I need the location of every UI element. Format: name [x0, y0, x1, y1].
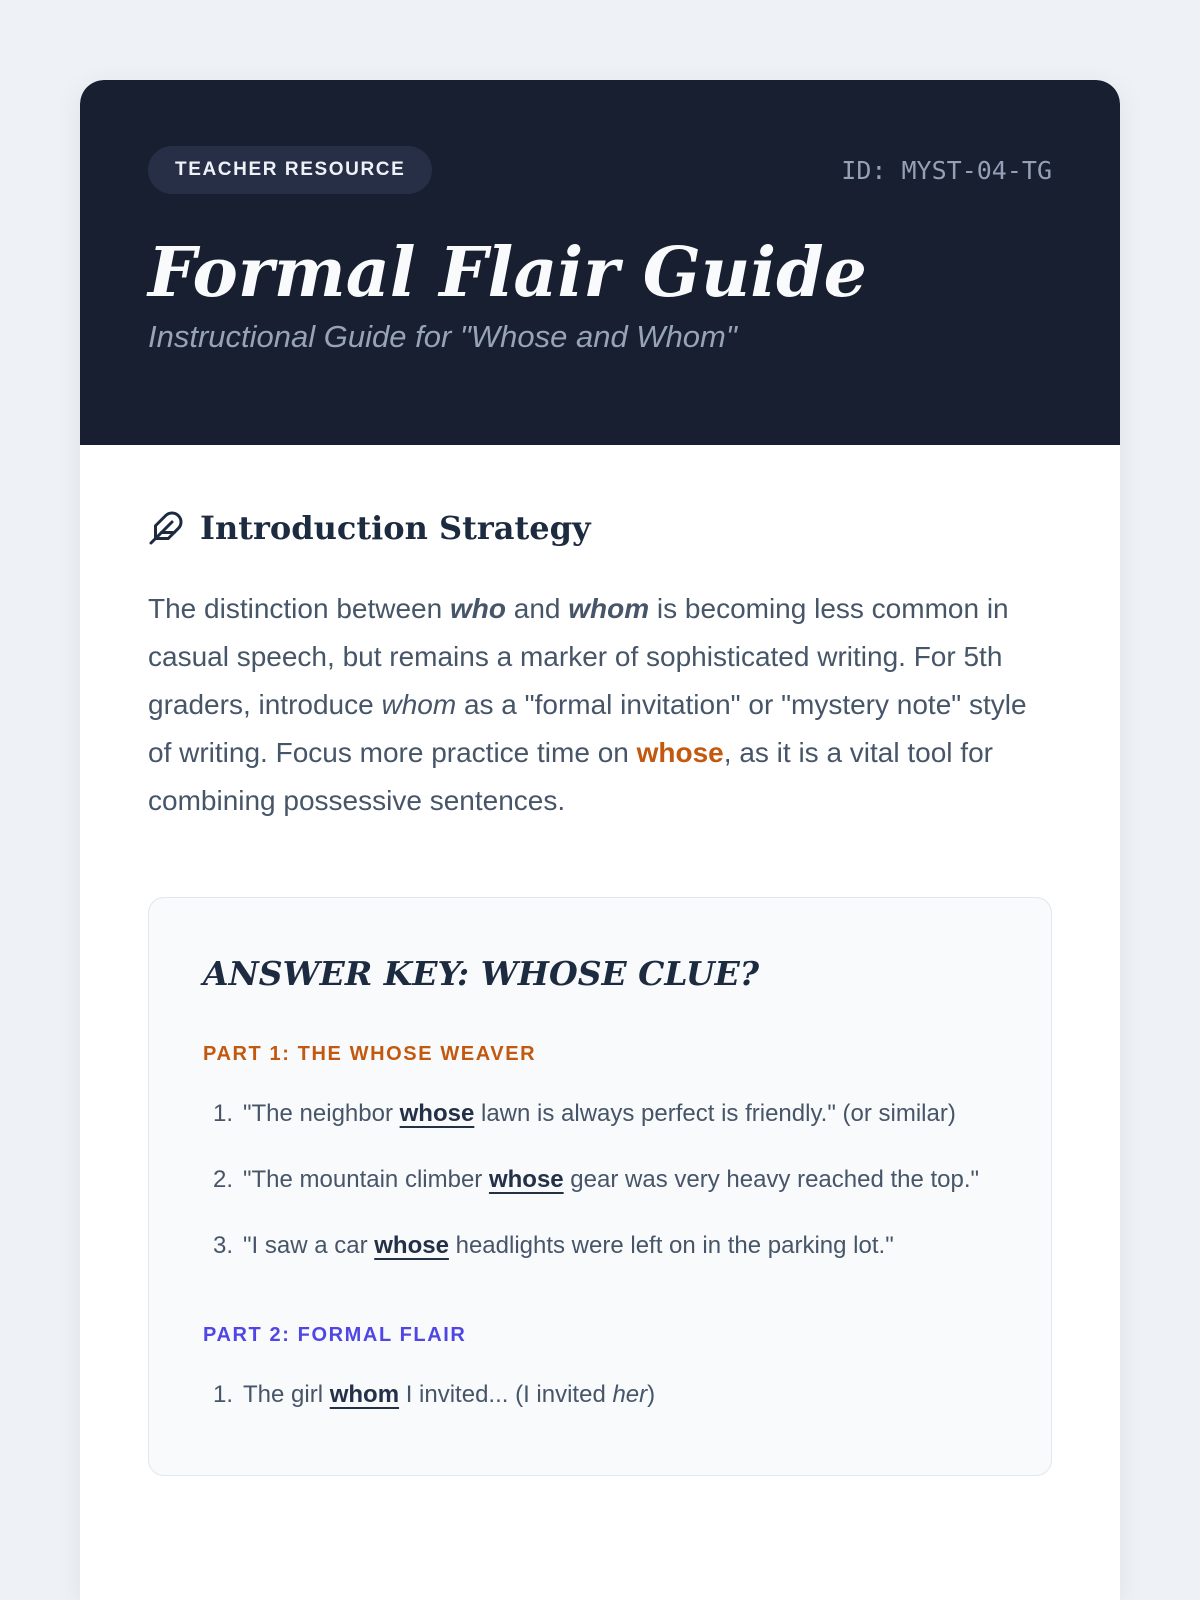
item-text: "The mountain climber whose gear was very heavy reached the top." — [243, 1166, 980, 1193]
item-text: "The neighbor whose lawn is always perfect is friendly." (or similar) — [243, 1100, 956, 1127]
list-item — [213, 1094, 997, 1134]
item-number: 1. — [213, 1100, 234, 1127]
part1-heading: PART 1: THE WHOSE WEAVER — [203, 1043, 537, 1065]
document-title: Formal Flair Guide — [148, 233, 867, 313]
part2-list — [203, 1375, 997, 1415]
document-id: ID: MYST-04-TG — [841, 155, 1052, 185]
resource-type-badge: TEACHER RESOURCE — [148, 146, 432, 194]
item-number: 3. — [213, 1232, 234, 1259]
list-item — [213, 1375, 997, 1415]
intro-paragraph: The distinction between who and whom is becoming less common in casual speech, but remains a marker of sophisticated writing. For 5th graders, introduce whom as a "formal invitation" or "mystery note" style of writing. Focus more practice time on whose, as it is a vital tool for combining possessive sentences. — [148, 593, 1027, 816]
item-number: 2. — [213, 1166, 234, 1193]
quill-feather-icon — [148, 510, 184, 546]
list-item — [213, 1226, 997, 1266]
part1-list — [203, 1094, 997, 1266]
list-item — [213, 1160, 997, 1200]
item-number: 1. — [213, 1381, 234, 1408]
part2-heading: PART 2: FORMAL FLAIR — [203, 1324, 467, 1346]
intro-section-heading: Introduction Strategy — [200, 509, 591, 547]
item-text: The girl whom I invited... (I invited her) — [243, 1381, 656, 1408]
document-header — [80, 80, 1120, 445]
answer-key-card — [148, 897, 1052, 1476]
intro-section-heading-row — [148, 509, 1052, 547]
header-badge-row — [148, 146, 1052, 194]
answer-key-title: ANSWER KEY: WHOSE CLUE? — [203, 954, 760, 993]
item-text: "I saw a car whose headlights were left on in the parking lot." — [243, 1232, 894, 1259]
document-subtitle: Instructional Guide for "Whose and Whom" — [148, 318, 737, 354]
document-body — [80, 445, 1120, 1476]
document-container — [80, 80, 1120, 1600]
